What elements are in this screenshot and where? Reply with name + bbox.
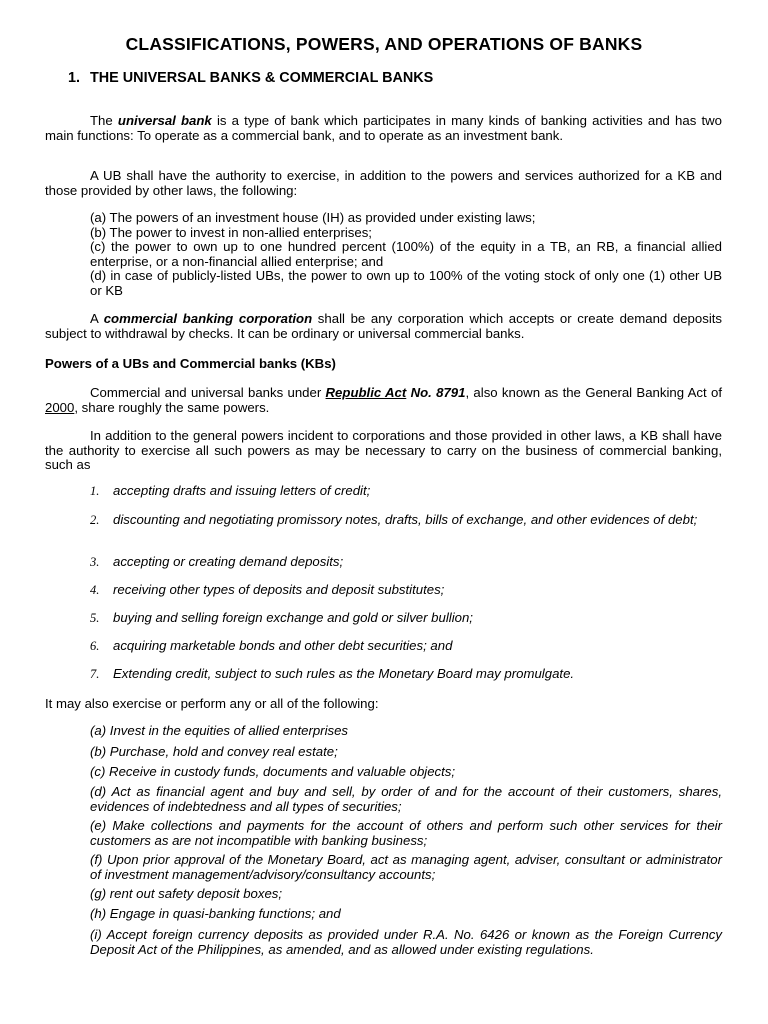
ub-authority-paragraph: A UB shall have the authority to exercise, in addition to the powers and services authorized for a KB and those provided by other laws, the following: [45,168,722,198]
kb-power-text: Extending credit, subject to such rules as the Monetary Board may promulgate. [113,666,575,681]
other-power-f: (f) Upon prior approval of the Monetary Board, act as managing agent, adviser, consultant or administrator of investment management/advisory/consultancy accounts; [90,852,722,882]
other-power-b: (b) Purchase, hold and convey real estate; [90,744,338,759]
republic-act-paragraph [45,386,722,415]
kb-power-item [90,583,722,598]
republic-act-link[interactable]: Republic Act [325,385,407,400]
kb-power-number: 1. [90,484,100,498]
commercial-bank-term: commercial banking corporation [103,311,313,326]
act-number: No. 8791 [406,385,466,400]
universal-bank-term: universal bank [117,113,212,128]
section-heading [68,71,433,86]
kb-power-item [90,555,722,570]
ub-power-d: (d) in case of publicly-listed UBs, the power to own up to 100% of the voting stock of only one (1) other UB or KB [90,268,722,298]
ub-power-c: (c) the power to own up to one hundred percent (100%) of the equity in a TB, an RB, a financial allied enterprise, or a non-financial allied enterprise; and [90,239,722,269]
kb-power-text: accepting drafts and issuing letters of credit; [113,483,371,498]
powers-heading: Powers of a UBs and Commercial banks (KBs) [45,356,336,371]
also-exercise-paragraph: It may also exercise or perform any or all of the following: [45,696,379,711]
kb-power-text: buying and selling foreign exchange and gold or silver bullion; [113,610,473,625]
kb-power-item [90,484,722,499]
ub-power-b: (b) The power to invest in non-allied enterprises; [90,225,372,240]
kb-power-number: 7. [90,667,100,681]
text-run: is a type of bank which participates in many kinds of banking activities and has two main functions: To operate as a commercial bank, and to operate as an investment bank. [45,113,723,143]
kb-power-number: 5. [90,611,100,625]
general-powers-paragraph: In addition to the general powers incident to corporations and those provided in other laws, a KB shall have the authority to exercise all such powers as may be necessary to carry on the business of commercial banking, such as [45,428,722,473]
kb-power-item [90,639,722,654]
kb-power-item [90,667,722,682]
kb-power-number: 3. [90,555,100,569]
section-number: 1. [68,70,81,86]
document-title: CLASSIFICATIONS, POWERS, AND OPERATIONS OF BANKS [125,34,643,54]
kb-power-number: 2. [90,513,100,527]
text-run: Commercial and universal banks under [90,385,326,400]
ub-power-a: (a) The powers of an investment house (IH) as provided under existing laws; [90,210,536,225]
other-power-i: (i) Accept foreign currency deposits as provided under R.A. No. 6426 or known as the Foreign Currency Deposit Act of the Philippines, as amended, and as allowed under existing regulations. [90,927,722,957]
other-power-d: (d) Act as financial agent and buy and sell, by order of and for the account of their customers, shares, evidences of indebtedness and all types of securities; [90,784,722,814]
kb-power-number: 6. [90,639,100,653]
kb-power-text: acquiring marketable bonds and other debt securities; and [113,638,453,653]
kb-power-number: 4. [90,583,100,597]
commercial-bank-paragraph [45,312,722,341]
text-run: shall be any corporation which accepts or create demand deposits subject to withdrawal by checks. It can be ordinary or universal commercial banks. [45,311,723,341]
text-run: The [90,113,118,128]
kb-power-text: discounting and negotiating promissory notes, drafts, bills of exchange, and other evidences of debt; [113,512,698,527]
universal-bank-paragraph [45,114,722,143]
other-power-c: (c) Receive in custody funds, documents and valuable objects; [90,764,456,779]
text-run: , share roughly the same powers. [74,399,270,415]
text-run: A [90,311,104,326]
kb-power-text: receiving other types of deposits and deposit substitutes; [113,582,445,597]
kb-power-text: accepting or creating demand deposits; [113,554,344,569]
year-link[interactable]: 2000 [45,399,75,415]
other-power-e: (e) Make collections and payments for the account of others and perform such other services for their customers as are not incompatible with banking business; [90,818,722,848]
other-power-g: (g) rent out safety deposit boxes; [90,886,283,901]
kb-power-item [90,513,722,528]
other-power-h: (h) Engage in quasi-banking functions; and [90,906,341,921]
other-power-a: (a) Invest in the equities of allied enterprises [90,723,349,738]
section-heading-text: THE UNIVERSAL BANKS & COMMERCIAL BANKS [90,70,434,86]
text-run: , also known as the General Banking Act of [465,385,722,400]
kb-power-item [90,611,722,626]
